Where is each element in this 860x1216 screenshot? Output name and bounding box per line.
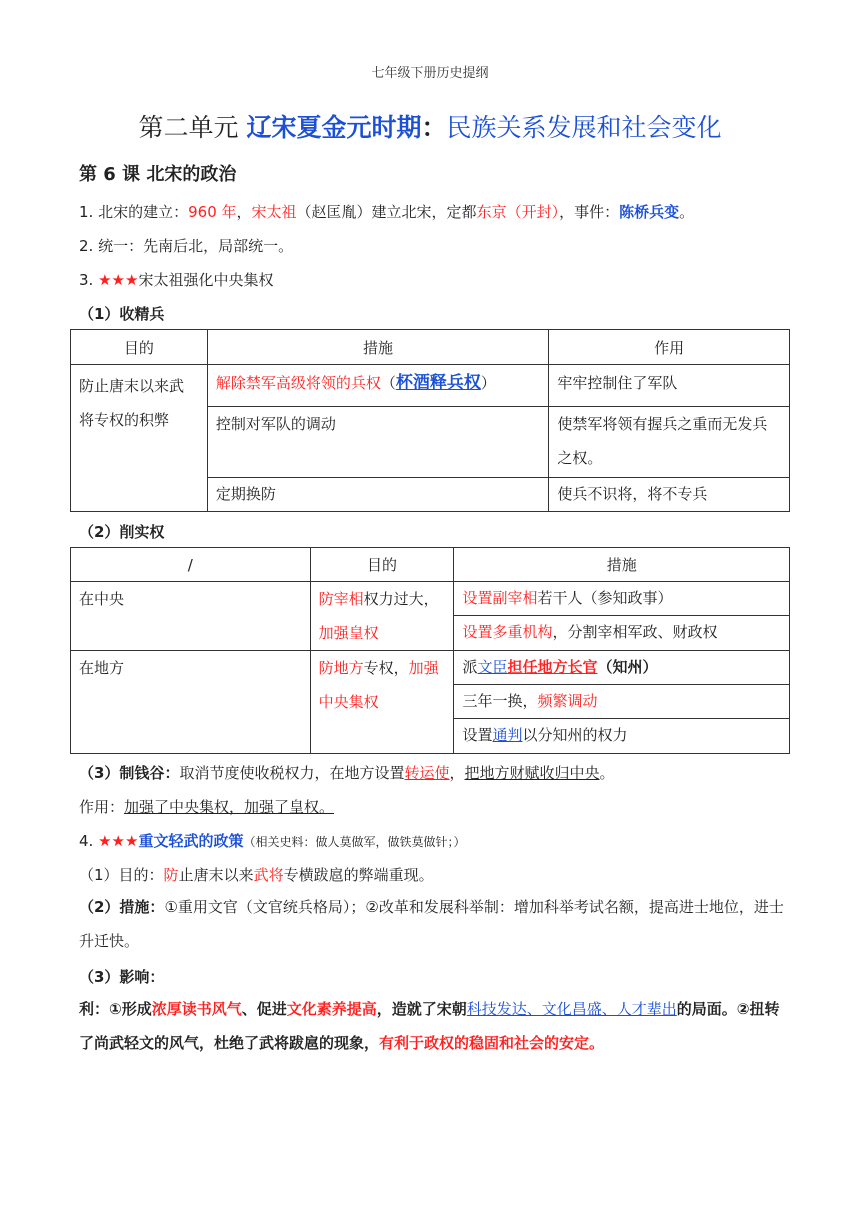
unit-colon: ： bbox=[421, 113, 447, 142]
item-text: 北宋的建立： bbox=[98, 203, 189, 221]
star-rating: ★★★ bbox=[98, 832, 139, 850]
measures-label: （2）措施： bbox=[79, 898, 165, 916]
table-row bbox=[71, 548, 790, 582]
item-text: 专横跋扈的弊端重现。 bbox=[283, 866, 434, 884]
founder: 宋太祖 bbox=[251, 203, 297, 221]
item-4-impact-label: （3）影响： bbox=[79, 968, 165, 986]
measure-text: 设置副宰相 bbox=[462, 589, 538, 607]
lesson-title: 第 6 课 北宋的政治 bbox=[79, 164, 237, 185]
level-cell: 在中央 bbox=[71, 582, 311, 651]
key-term: 文臣 bbox=[477, 658, 508, 676]
item-4-purpose bbox=[79, 864, 434, 885]
section-3-title: （3）制钱谷： bbox=[79, 764, 180, 782]
section-2-title: （2）削实权 bbox=[79, 523, 165, 541]
key-term: 防 bbox=[163, 866, 179, 884]
measure-text: ，分割宰相军政、财政权 bbox=[552, 623, 718, 641]
item-number: 3. bbox=[79, 271, 94, 289]
measure-cell bbox=[454, 616, 790, 651]
table-soldiers bbox=[70, 329, 790, 512]
item-number: 4. bbox=[79, 832, 94, 850]
section-1-title: （1）收精兵 bbox=[79, 305, 165, 323]
purpose-cell bbox=[310, 582, 454, 651]
effect-text: 加强了中央集权，加强了皇权。 bbox=[124, 798, 335, 816]
table-row bbox=[71, 365, 790, 407]
effect-line bbox=[79, 796, 334, 817]
key-term: 把地方财赋收归中央 bbox=[464, 764, 600, 782]
measure-text: 若干人（参知政事） bbox=[537, 589, 673, 607]
purpose-text: 加强中央集权 bbox=[318, 659, 439, 711]
source-note: （相关史料：做人莫做军，做铁莫做针；） bbox=[243, 835, 466, 849]
policy-title: 重文轻武的政策 bbox=[138, 832, 244, 850]
measure-text: 以分知州的权力 bbox=[522, 726, 628, 744]
effect-label: 作用： bbox=[79, 798, 125, 816]
paren: （ bbox=[380, 374, 396, 392]
purpose-text: 权力过大， bbox=[363, 590, 439, 608]
item-text: 宋太祖强化中央集权 bbox=[138, 271, 274, 289]
purpose-text: 防宰相 bbox=[318, 590, 364, 608]
measure-text: （知州） bbox=[597, 658, 658, 676]
unit-prefix: 第二单元 bbox=[138, 113, 239, 142]
item-4-measures bbox=[79, 890, 785, 958]
impact-text: 、促进 bbox=[241, 1000, 287, 1018]
purpose-text: 防地方 bbox=[318, 659, 364, 677]
unit-theme: 民族关系发展和社会变化 bbox=[446, 113, 722, 142]
key-term: 武将 bbox=[253, 866, 284, 884]
event: 陈桥兵变 bbox=[619, 203, 680, 221]
measure-cell bbox=[454, 719, 790, 754]
item-text: 止唐末以来 bbox=[178, 866, 254, 884]
measure-cell bbox=[454, 685, 790, 719]
measure-cell bbox=[454, 651, 790, 685]
item-text: ， bbox=[236, 203, 252, 221]
item-4 bbox=[79, 830, 465, 851]
column-header: 目的 bbox=[71, 330, 208, 365]
column-header: 目的 bbox=[310, 548, 454, 582]
key-term: 转运使 bbox=[404, 764, 450, 782]
purpose-text: 加强皇权 bbox=[318, 624, 379, 642]
key-term: 文化素养提高 bbox=[286, 1000, 377, 1018]
key-term: 有利于政权的稳固和社会的安定。 bbox=[379, 1034, 605, 1052]
item-text: 统一：先南后北，局部统一。 bbox=[98, 237, 294, 255]
key-term: 科技发达、文化昌盛、人才辈出 bbox=[466, 1000, 677, 1018]
purpose-text: 专权， bbox=[363, 659, 409, 677]
item-2 bbox=[79, 235, 293, 256]
item-text: 。 bbox=[599, 764, 615, 782]
key-term: 担任地方长官 bbox=[507, 658, 598, 676]
measure-text: 频繁调动 bbox=[537, 692, 598, 710]
measure-cell: 定期换防 bbox=[207, 478, 549, 512]
purpose-cell bbox=[310, 651, 454, 754]
star-rating: ★★★ bbox=[98, 271, 139, 289]
key-term: 通判 bbox=[492, 726, 523, 744]
measure-cell: 控制对军队的调动 bbox=[207, 407, 549, 478]
founding-year: 960 年 bbox=[188, 203, 237, 221]
purpose-cell: 防止唐末以来武将专权的积弊 bbox=[71, 365, 208, 512]
item-3 bbox=[79, 269, 273, 290]
column-header: / bbox=[71, 548, 311, 582]
table-row bbox=[71, 582, 790, 616]
effect-cell: 使兵不识将，将不专兵 bbox=[549, 478, 790, 512]
item-number: 1. bbox=[79, 203, 94, 221]
level-cell: 在地方 bbox=[71, 651, 311, 754]
key-term: 杯酒释兵权 bbox=[395, 373, 481, 393]
unit-title bbox=[0, 108, 860, 144]
measure-cell bbox=[207, 365, 549, 407]
page-header: 七年级下册历史提纲 bbox=[371, 66, 489, 81]
measures-text: ①重用文官（文官统兵格局）；②改革和发展科举制：增加科举考试名额，提高进士地位，进士升迁快。 bbox=[79, 898, 784, 950]
item-number: 2. bbox=[79, 237, 94, 255]
effect-cell: 使禁军将领有握兵之重而无发兵之权。 bbox=[549, 407, 790, 478]
measure-text: 三年一换， bbox=[462, 692, 538, 710]
item-text: ，事件： bbox=[559, 203, 620, 221]
measure-cell bbox=[454, 582, 790, 616]
measure-text: 设置多重机构 bbox=[462, 623, 553, 641]
measure-text: 解除禁军高级将领的兵权 bbox=[215, 374, 381, 392]
section-3 bbox=[79, 762, 615, 783]
item-4-impact bbox=[79, 992, 785, 1060]
measure-text: 设置 bbox=[462, 726, 493, 744]
column-header: 措施 bbox=[207, 330, 549, 365]
impact-text: 利：①形成 bbox=[79, 1000, 152, 1018]
measure-text: 派 bbox=[462, 658, 478, 676]
table-row bbox=[71, 651, 790, 685]
item-text: （赵匡胤）建立北宋，定都 bbox=[296, 203, 477, 221]
table-row bbox=[71, 330, 790, 365]
column-header: 作用 bbox=[549, 330, 790, 365]
column-header: 措施 bbox=[454, 548, 790, 582]
capital: 东京（开封） bbox=[476, 203, 560, 221]
item-text: ， bbox=[449, 764, 465, 782]
item-text: （1）目的： bbox=[79, 866, 164, 884]
item-text: 。 bbox=[679, 203, 695, 221]
impact-text: ，造就了宋朝 bbox=[376, 1000, 467, 1018]
paren: ） bbox=[480, 374, 496, 392]
item-1 bbox=[79, 201, 694, 222]
table-power bbox=[70, 547, 790, 754]
impact-text: 的局面。②扭转了尚武轻文的风气，杜绝了武将跋扈的现象， bbox=[79, 1000, 780, 1052]
key-term: 浓厚读书风气 bbox=[151, 1000, 242, 1018]
effect-cell: 牢牢控制住了军队 bbox=[549, 365, 790, 407]
item-text: 取消节度使收税权力，在地方设置 bbox=[179, 764, 405, 782]
unit-period: 辽宋夏金元时期 bbox=[246, 113, 422, 142]
